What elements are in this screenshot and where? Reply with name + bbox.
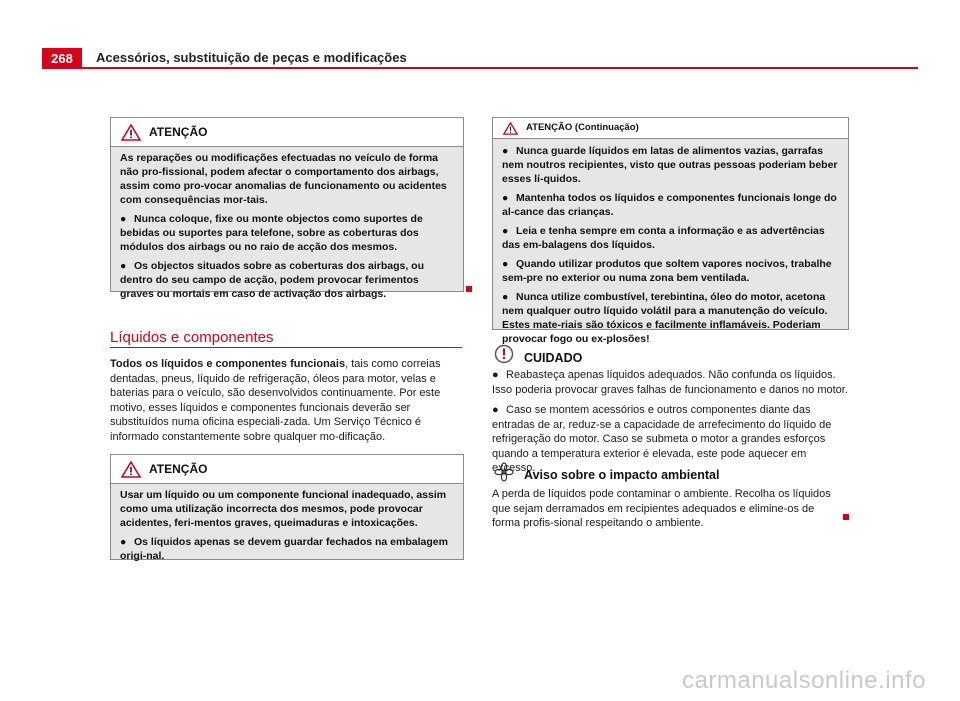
warning-box-liquids (110, 454, 464, 560)
environment-flower-icon (494, 462, 514, 482)
warning-bullet-text: Mantenha todos os líquidos e componentes funcionais longe do al-cance das crianças. (502, 192, 837, 218)
environment-title: Aviso sobre o impacto ambiental (524, 468, 720, 482)
warning-title: ATENÇÃO (149, 125, 208, 139)
environment-heading (494, 462, 719, 482)
warning-bullet-text: Os objectos situados sobre as coberturas dos airbags, ou dentro do seu campo de acção, podem provocar ferimentos graves ou mortais em caso de activação dos airbags. (120, 260, 424, 300)
warning-triangle-icon (121, 124, 141, 141)
bullet-icon: ● (492, 404, 499, 416)
section-paragraph (110, 357, 465, 450)
warning-box-header (493, 118, 848, 139)
warning-bullet (120, 259, 454, 301)
end-marker-icon (843, 514, 849, 520)
caution-bullet (492, 368, 848, 397)
section-body: , tais como correias dentadas, pneus, líquido de refrigeração, óleos para motor, velas e baterias para o veículo, são desenvolvidos continuamente. Por este motivo, esses líquidos e componentes funcionais deverão ser substituídos numa oficina especiali-zada. Um Serviço Técnico é informado constantemente sobre qualquer mo-dificação. (110, 358, 441, 443)
bullet-icon: ● (120, 213, 127, 225)
warning-bullet-text: Quando utilizar produtos que soltem vapores nocivos, trabalhe sem-pre no exterior ou numa zona bem ventilada. (502, 258, 832, 284)
warning-bullet (502, 224, 839, 252)
warning-bullet-text: Nunca guarde líquidos em latas de alimentos vazias, garrafas nem noutros recipientes, visto que outras pessoas poderiam beber esses lí-quidos. (502, 145, 838, 185)
page-header-title: Acessórios, substituição de peças e modificações (96, 50, 407, 65)
warning-box-header (111, 455, 463, 484)
bullet-icon: ● (502, 225, 509, 237)
bullet-icon: ● (120, 536, 127, 548)
warning-bullet (502, 257, 839, 285)
warning-triangle-icon (503, 122, 518, 135)
warning-title: ATENÇÃO (Continuação) (526, 122, 639, 133)
bullet-icon: ● (502, 291, 509, 303)
page-number: 268 (42, 48, 82, 68)
warning-intro: As reparações ou modificações efectuadas no veículo de forma não pro-fissional, podem afectar o comportamento dos airbags, assim como pro-vocar anomalias de funcionamento ou acidentes com consequências mor-tais. (120, 152, 447, 206)
caution-bullet-text: Reabasteça apenas líquidos adequados. Não confunda os líquidos. Isso poderia provocar graves falhas de funcionamento e danos no motor. (492, 369, 848, 396)
caution-bullet-text: Caso se montem acessórios e outros componentes diante das entradas de ar, reduz-se a capacidade de arrefecimento do líquido de refrigeração do motor. Caso se submeta o motor a grandes esforços quando a temperatura exterior é elevada, este pode aquecer em excesso. (492, 404, 832, 474)
section-divider (110, 347, 462, 348)
watermark: carmanualsonline.info (682, 667, 926, 694)
warning-bullet-text: Nunca coloque, fixe ou monte objectos como suportes de bebidas ou suportes para telefone, sobre as coberturas dos módulos dos airbags ou no raio de acção dos mesmos. (120, 213, 423, 253)
section-lead-bold: Todos os líquidos e componentes funcionais (110, 358, 346, 370)
warning-bullet (502, 191, 839, 219)
header-divider (42, 67, 918, 69)
warning-bullet (502, 290, 839, 346)
warning-box-airbags (110, 117, 464, 300)
caution-heading (494, 343, 582, 365)
caution-exclamation-icon (494, 344, 514, 364)
warning-bullet (502, 144, 839, 186)
bullet-icon: ● (120, 260, 127, 272)
bullet-icon: ● (502, 145, 509, 157)
warning-box-header (111, 118, 463, 147)
bullet-icon: ● (502, 258, 509, 270)
warning-intro: Usar um líquido ou um componente funcional inadequado, assim como uma utilização incorrecta dos mesmos, pode provocar acidentes, feri-mentos graves, queimaduras e intoxicações. (120, 489, 447, 529)
bullet-icon: ● (502, 192, 509, 204)
environment-body (492, 487, 842, 537)
environment-text: A perda de líquidos pode contaminar o ambiente. Recolha os líquidos que sejam derramados em recipientes adequados e elimine-os de forma profis-sional respeitando o ambiente. (492, 488, 831, 529)
warning-box-continuation (492, 117, 849, 345)
section-title: Líquidos e componentes (110, 329, 274, 346)
warning-bullet-text: Leia e tenha sempre em conta a informação e as advertências das em-balagens dos líquidos. (502, 225, 825, 251)
warning-triangle-icon (121, 461, 141, 478)
warning-bullet (120, 212, 454, 254)
warning-bullet-text: Os líquidos apenas se devem guardar fechados na embalagem origi-nal. (120, 536, 448, 562)
bullet-icon: ● (492, 369, 499, 381)
warning-bullet-text: Nunca utilize combustível, terebintina, óleo do motor, acetona nem qualquer outro líquido volátil para a manutenção do veículo. Estes mate-riais são tóxicos e facilmente inflamáveis. Poderiam provocar fogo ou ex-plosões! (502, 291, 828, 345)
end-marker-icon (466, 286, 472, 292)
caution-title: CUIDADO (524, 351, 583, 365)
warning-title: ATENÇÃO (149, 462, 208, 476)
warning-bullet (120, 535, 454, 563)
